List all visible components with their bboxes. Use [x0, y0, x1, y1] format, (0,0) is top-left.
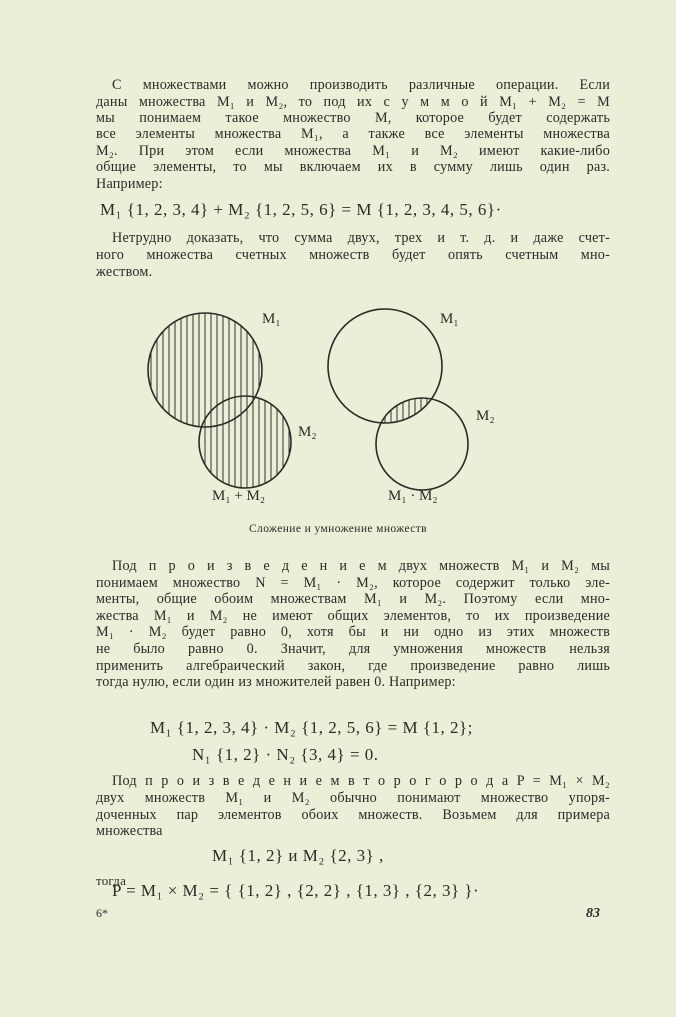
intersection-diagram: [328, 309, 495, 504]
then-word: тогда: [96, 873, 127, 888]
text-line: применить алгебраический закон, где произведение равно лишь: [96, 658, 610, 674]
text-line: Под п р о и з в е д е н и е м двух множеств M₁ и M₂ мы: [112, 558, 610, 574]
text-line: M₂. При этом если множества M₁ и M₂ имеют какие-либо: [96, 143, 610, 159]
text-line: общие элементы, то мы включаем их в сумму лишь один раз.: [96, 159, 610, 175]
text-line: Под п р о и з в е д е н и е м в т о р о г о р о д а P = M₁ × M₂: [112, 773, 610, 789]
text-line: жества M₁ и M₂ не имеют общих элементов, то их произведение: [96, 608, 610, 624]
text-line: даны множества M₁ и M₂, то под их с у м м о й M₁ + M₂ = M: [96, 94, 610, 110]
label-m2: M₂: [298, 424, 317, 440]
formula-empty-product: N₁ {1, 2} · N₂ {3, 4} = 0.: [192, 745, 379, 764]
text-line: доченных пар элементов обоих множеств. Возьмем для примера: [96, 807, 610, 823]
union-diagram: [148, 311, 317, 504]
text-line: не было равно 0. Значит, для умножения множеств нельзя: [96, 641, 610, 657]
formula-sum: M₁ {1, 2, 3, 4} + M₂ {1, 2, 5, 6} = M {1, 2, 3, 4, 5, 6}·: [100, 200, 502, 219]
text-line: M₁ · M₂ будет равно 0, хотя бы и ни одно из этих множеств: [96, 624, 610, 640]
label-m1: M₁: [440, 311, 459, 327]
page-number: 83: [586, 906, 600, 921]
text-line: множества: [96, 823, 163, 839]
set-m2-circle: [376, 398, 468, 490]
intersection-caption: M₁ · M₂: [388, 488, 438, 504]
text-line: С множествами можно производить различные операции. Если: [112, 77, 610, 93]
set-m2-circle: [199, 396, 291, 488]
text-line: жеством.: [96, 264, 153, 280]
formula-sets: M₁ {1, 2} и M₂ {2, 3} ,: [212, 846, 384, 865]
union-caption: M₁ + M₂: [212, 488, 266, 504]
text-line: менты, общие обоим множествам M₁ и M₂. Поэтому если мно-: [96, 591, 610, 607]
text-line: мы понимаем такое множество M, которое будет содержать: [96, 110, 610, 126]
label-m2: M₂: [476, 408, 495, 424]
label-m1: M₁: [262, 311, 281, 327]
text-line: понимаем множество N = M₁ · M₂, которое содержит только эле-: [96, 575, 610, 591]
formula-cartesian: P = M₁ × M₂ = { {1, 2} , {2, 2} , {1, 3} , {2, 3} }·: [112, 881, 480, 900]
text-line: тогда нулю, если один из множителей равен 0. Например:: [96, 674, 456, 690]
text-line: все элементы множества M₁, а также все элементы множества: [96, 126, 610, 142]
text-line: Нетрудно доказать, что сумма двух, трех и т. д. и даже счет-: [112, 230, 610, 246]
text-line: ного множества счетных множеств будет опять счетным мно-: [96, 247, 610, 263]
text-line: двух множеств M₁ и M₂ обычно понимают множество упоря-: [96, 790, 610, 806]
formula-product: M₁ {1, 2, 3, 4} · M₂ {1, 2, 5, 6} = M {1, 2};: [150, 718, 473, 737]
figure-caption: Сложение и умножение множеств: [248, 523, 427, 535]
text-line: Например:: [96, 176, 163, 192]
signature-mark: 6*: [96, 906, 108, 920]
